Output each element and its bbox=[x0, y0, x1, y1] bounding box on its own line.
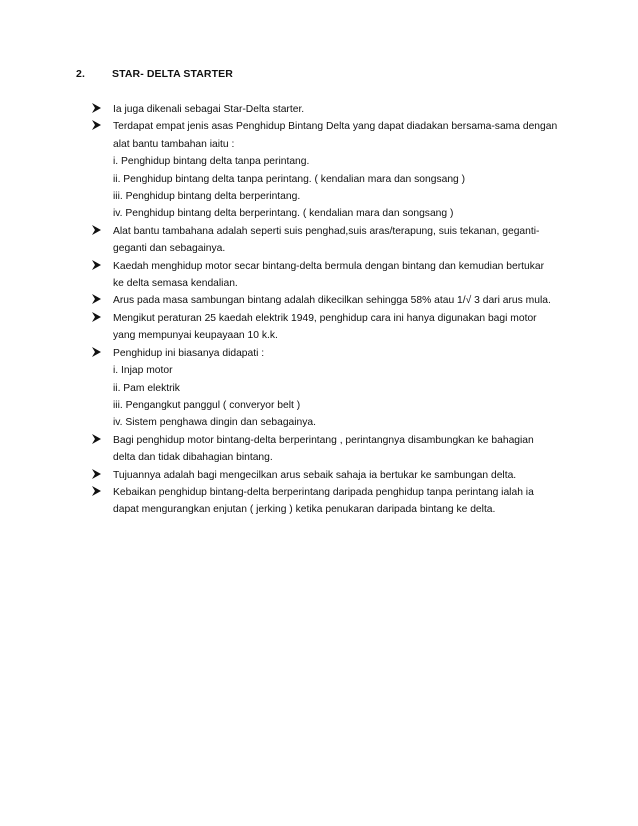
section-heading bbox=[76, 68, 233, 80]
bullet-item bbox=[92, 101, 572, 118]
arrowhead-bullet-icon bbox=[92, 101, 106, 118]
text-line: Bagi penghidup motor bintang-delta berperintang , perintangnya disambungkan ke bahagian bbox=[113, 434, 534, 446]
arrowhead-bullet-icon bbox=[92, 345, 106, 362]
text-line: alat bantu tambahan iaitu : bbox=[113, 138, 235, 150]
text-line: Mengikut peraturan 25 kaedah elektrik 1949, penghidup cara ini hanya digunakan bagi motor bbox=[113, 312, 537, 324]
arrowhead-bullet-icon bbox=[92, 432, 106, 449]
bullet-item bbox=[92, 345, 572, 362]
sub-list-item bbox=[92, 362, 572, 379]
text-line: delta dan tidak dibahagian bintang. bbox=[113, 452, 273, 464]
sub-list-item bbox=[92, 153, 572, 170]
text-line: iv. Penghidup bintang delta berperintang. ( kendalian mara dan songsang ) bbox=[113, 208, 454, 220]
text-line: Ia juga dikenali sebagai Star-Delta starter. bbox=[113, 104, 305, 115]
text-line: Alat bantu tambahana adalah seperti suis penghad,suis aras/terapung, suis tekanan, geganti- bbox=[113, 225, 540, 237]
text-line: Kaedah menghidup motor secar bintang-delta bermula dengan bintang dan kemudian bertukar bbox=[113, 260, 545, 272]
text-line: ii. Penghidup bintang delta tanpa perintang. ( kendalian mara dan songsang ) bbox=[113, 173, 466, 185]
text-line: Penghidup ini biasanya didapati : bbox=[113, 347, 265, 359]
bullet-item bbox=[92, 467, 572, 484]
arrowhead-bullet-icon bbox=[92, 118, 106, 135]
section-title: STAR- DELTA STARTER bbox=[112, 68, 233, 80]
text-line: Terdapat empat jenis asas Penghidup Bintang Delta yang dapat diadakan bersama-sama dengan bbox=[113, 121, 558, 133]
text-line: iii. Penghidup bintang delta berperintang. bbox=[113, 191, 301, 203]
text-line: Kebaikan penghidup bintang-delta berperintang daripada penghidup tanpa perintang ialah ia bbox=[113, 486, 534, 498]
text-line: ii. Pam elektrik bbox=[113, 382, 180, 394]
sub-list-item bbox=[92, 205, 572, 222]
text-line: geganti dan sebagainya. bbox=[113, 243, 226, 255]
sub-list-item bbox=[92, 188, 572, 205]
bullet-item bbox=[92, 292, 572, 309]
sub-list-item bbox=[92, 380, 572, 397]
text-line: iv. Sistem penghawa dingin dan sebagainya. bbox=[113, 417, 317, 429]
sub-list-item bbox=[92, 171, 572, 188]
arrowhead-bullet-icon bbox=[92, 484, 106, 501]
arrowhead-bullet-icon bbox=[92, 223, 106, 240]
bullet-item bbox=[92, 310, 572, 345]
sub-list-item bbox=[92, 397, 572, 414]
sub-list-item bbox=[92, 414, 572, 431]
section-number: 2. bbox=[76, 68, 85, 80]
bullet-item bbox=[92, 484, 572, 519]
bullet-item bbox=[92, 432, 572, 467]
text-line: i. Injap motor bbox=[113, 365, 173, 377]
arrowhead-bullet-icon bbox=[92, 467, 106, 484]
text-line: Arus pada masa sambungan bintang adalah dikecilkan sehingga 58% atau 1/√ 3 dari arus mula. bbox=[113, 295, 551, 307]
text-line: ke delta semasa kendalian. bbox=[113, 278, 238, 290]
text-line: i. Penghidup bintang delta tanpa perintang. bbox=[113, 156, 310, 168]
arrowhead-bullet-icon bbox=[92, 258, 106, 275]
text-line: iii. Pengangkut panggul ( converyor belt ) bbox=[113, 399, 301, 411]
text-line: yang mempunyai keupayaan 10 k.k. bbox=[113, 330, 278, 342]
text-line: dapat mengurangkan enjutan ( jerking ) ketika penukaran daripada bintang ke delta. bbox=[113, 504, 496, 516]
text-line: Tujuannya adalah bagi mengecilkan arus sebaik sahaja ia bertukar ke sambungan delta. bbox=[113, 469, 517, 481]
bullet-item bbox=[92, 223, 572, 258]
bullet-item bbox=[92, 118, 572, 153]
bullet-list bbox=[92, 101, 572, 519]
bullet-item bbox=[92, 258, 572, 293]
arrowhead-bullet-icon bbox=[92, 292, 106, 309]
arrowhead-bullet-icon bbox=[92, 310, 106, 327]
